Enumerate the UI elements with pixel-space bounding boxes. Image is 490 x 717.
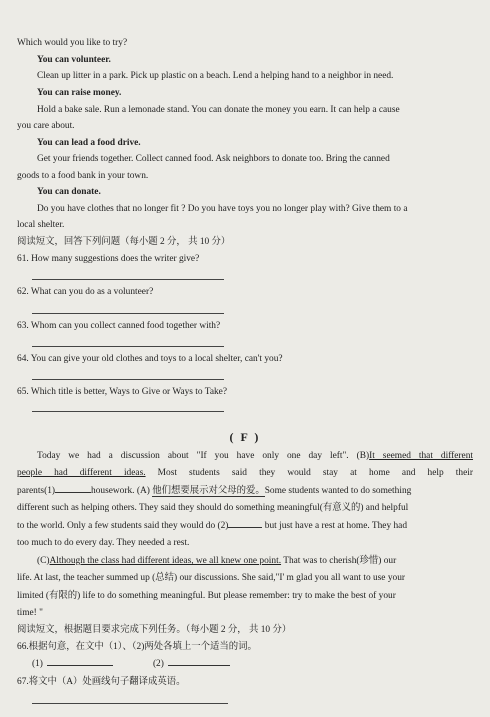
passage-f-line-9: limited (有限的) life to do something meaningful. But please remember: try to make the best of your <box>17 591 396 601</box>
question-65: 65. Which title is better, Ways to Give or Ways to Take? <box>17 387 227 397</box>
passage-f-line-1-text: Today we had a discussion about "If you have only one day left". (B) <box>37 451 370 461</box>
answer-line-65[interactable] <box>32 411 224 412</box>
answer-line-63[interactable] <box>32 346 224 347</box>
question-62: 62. What can you do as a volunteer? <box>17 287 154 297</box>
underlined-sentence-b-part-1: It seemed that different <box>369 451 474 461</box>
passage-f-line-3 <box>0 485 490 497</box>
passage-f-line-8: life. At last, the teacher summed up (总结) our discussions. She said,"I' m glad you all want to use your <box>17 573 405 583</box>
underlined-sentence-c: Although the class had different ideas, we all knew one point. <box>49 556 282 566</box>
question-64: 64. You can give your old clothes and toys to a local shelter, can't you? <box>17 354 283 364</box>
passage-f-line-4: different such as helping others. They said they should do something meaningful(有意义的) and helpful <box>17 503 409 513</box>
section-heading-food-drive: You can lead a food drive. <box>37 138 141 148</box>
passage-f-line-2 <box>17 467 473 479</box>
question-66-answers <box>0 658 490 670</box>
question-67: 67.将文中（A）处画线句子翻译成英语。 <box>17 677 186 687</box>
section-heading-raise-money: You can raise money. <box>37 88 122 98</box>
section-body-donate-1: Do you have clothes that no longer fit ? Do you have toys you no longer play with? Give them to a <box>37 204 408 214</box>
passage-f-line-5 <box>0 520 490 532</box>
answer-blank-1[interactable] <box>47 665 113 666</box>
passage-f-line-7-label: (C) <box>37 556 50 566</box>
answer-line-67[interactable] <box>32 703 228 704</box>
instruction-e: 阅读短文，回答下列问题（每小题 2 分， 共 10 分） <box>17 237 231 247</box>
passage-f-line-7-text: That was to cherish(珍惜) our <box>281 556 397 566</box>
section-body-donate-2: local shelter. <box>17 220 65 230</box>
answer-line-62[interactable] <box>32 313 224 314</box>
section-heading-donate: You can donate. <box>37 187 101 197</box>
section-heading-volunteer: You can volunteer. <box>37 55 111 65</box>
passage-f-line-7 <box>0 555 490 567</box>
answer-line-64[interactable] <box>32 379 224 380</box>
passage-intro: Which would you like to try? <box>17 38 128 48</box>
question-63: 63. Whom can you collect canned food together with? <box>17 321 221 331</box>
answer-label-1: (1) <box>32 659 43 669</box>
passage-f-line-3-text-1: parents(1) <box>17 486 56 496</box>
passage-f-line-3-text-2: housework. (A) <box>91 486 153 496</box>
passage-f-line-5-text-2: but just have a rest at home. They had <box>262 521 408 531</box>
passage-f-line-3-text-3: Some students wanted to do something <box>264 486 412 496</box>
passage-f-line-6: too much to do every day. They needed a rest. <box>17 538 190 548</box>
passage-f-line-5-text-1: to the world. Only a few students said they would do (2) <box>17 521 229 531</box>
blank-1[interactable] <box>55 492 91 493</box>
section-body-volunteer: Clean up litter in a park. Pick up plastic on a beach. Lend a helping hand to a neighbor in need. <box>37 71 394 81</box>
answer-label-2: (2) <box>152 659 164 669</box>
section-body-food-drive-1: Get your friends together. Collect canned food. Ask neighbors to donate too. Bring the canned <box>37 154 390 164</box>
section-body-raise-money-1: Hold a bake sale. Run a lemonade stand. You can donate the money you earn. It can help a cause <box>37 105 400 115</box>
answer-blank-2[interactable] <box>168 665 230 666</box>
question-61: 61. How many suggestions does the writer give? <box>17 254 200 264</box>
answer-line-61[interactable] <box>32 279 224 280</box>
passage-f-line-2-text: Most students said they would stay at home and help their <box>145 468 473 478</box>
underlined-sentence-b-part-2: people had different ideas. <box>17 468 146 478</box>
section-body-raise-money-2: you care about. <box>17 121 75 131</box>
passage-f-title: ( F ) <box>229 430 261 444</box>
section-body-food-drive-2: goods to a food bank in your town. <box>17 171 149 181</box>
underlined-sentence-a: 他们想要展示对父母的爱。 <box>152 486 265 496</box>
question-66: 66.根据句意，在文中（1）、（2)两处各填上一个适当的词。 <box>17 642 257 652</box>
blank-2[interactable] <box>228 527 262 528</box>
instruction-f: 阅读短文，根据题目要求完成下列任务。（每小题 2 分， 共 10 分） <box>17 625 292 635</box>
passage-f-line-1 <box>37 450 473 462</box>
passage-f-line-10: time! " <box>17 608 43 618</box>
